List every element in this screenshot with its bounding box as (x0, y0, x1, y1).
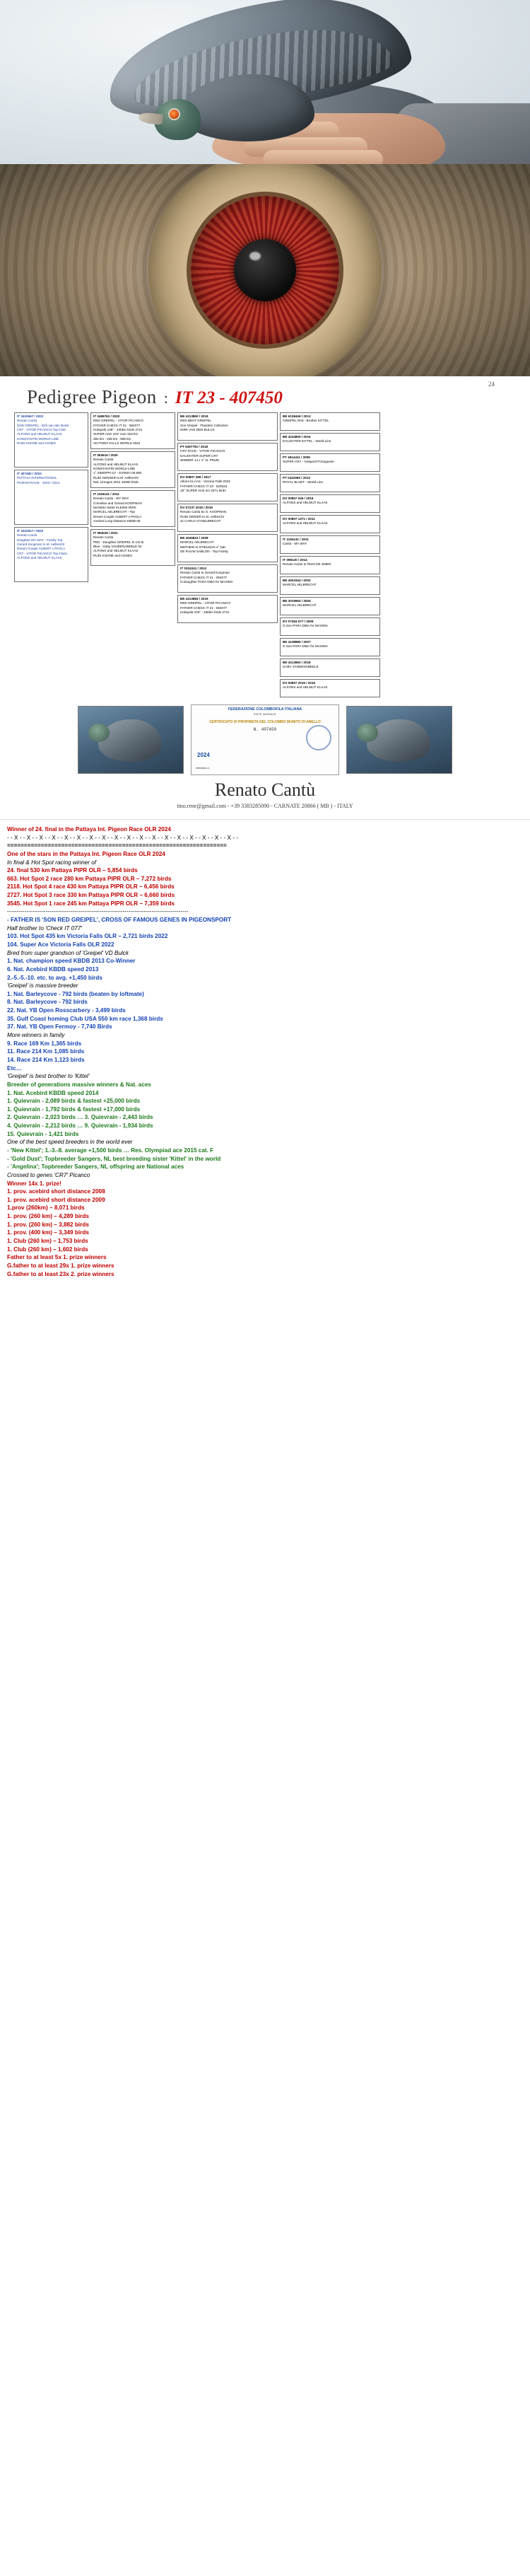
pedigree-box-g4-13 (280, 658, 380, 677)
report-line: Crossed to genes 'CR7' Picanco (7, 1171, 90, 1178)
owner-name: Renato Cantù (214, 779, 316, 800)
certificate-year: 2024 (197, 751, 210, 758)
pedigree-box-line: RED GREIPEL - VITOR PICANCO (180, 601, 230, 605)
federation-ente: ENTE MORALE (254, 712, 276, 716)
pedigree-box-g3-3 (177, 473, 278, 501)
report-line: 4. Quievrain - 2,212 birds … 9. Quievrain - 1,934 birds (7, 1122, 153, 1130)
pedigree-sheet (0, 376, 530, 820)
report-line: 9. Race 169 Km 1,365 birds (7, 1040, 82, 1047)
pedigree-box-line: BE 4234809 / 2016 (283, 435, 311, 439)
pedigree-box-g3-1 (177, 412, 278, 441)
pedigree-box-line: SUPER CR7 - Gaspard Portuguese (283, 460, 334, 464)
report-heading: Winner of 24. final in the Pattaya Int. Pigeon Race OLR 2024 (7, 826, 171, 832)
pedigree-ring-number: IT 23 - 407450 (175, 388, 283, 407)
pedigree-box-line: Axelord Long Distance KBDB 05 (93, 518, 141, 523)
pedigree-box-line: NEPHEW to STIELMAN 4° Nat. (180, 545, 226, 549)
report-line: Etc… (7, 1064, 22, 1072)
pedigree-footer (7, 704, 523, 775)
pedigree-box-sire (14, 412, 88, 468)
pedigree-box-line: MARCEL AELBRECHT - Top (93, 510, 135, 514)
report-line: 6. Nat. Acebird KBDB speed 2013 (7, 965, 99, 973)
report-line: 2. Quievrain - 2,023 birds … 3. Quievrain - 2,443 birds (7, 1114, 153, 1121)
report-line: 1. prov. (260 km) – 3,882 birds (7, 1221, 89, 1228)
report-line: 24. final 530 km Pattaya PIPR OLR – 5,854 birds (7, 867, 138, 874)
pedigree-box-line: G.Daughter PARA DIBA for MAXIMA (180, 579, 233, 584)
pedigree-box-dam (14, 470, 88, 525)
pedigree-box-line: DV 07237 2015 / 2015 (180, 506, 213, 509)
pedigree-box-line: Hotspot5 105" - 430km birds 2721 (93, 427, 143, 431)
pedigree-box-line: DV 00807 046 / 2016 (283, 497, 314, 500)
report-line: 1. prov. (400 km) – 3,349 birds (7, 1229, 89, 1236)
pedigree-box-line: ALFONS and HELMUT KLAAS (17, 555, 62, 559)
pedigree-box-g4-4 (280, 474, 380, 492)
certificate-ring: N. 407450 (253, 727, 277, 732)
pedigree-grid (14, 412, 523, 697)
pedigree-box-line: Gerard Koopman to M. Aelbrecht (17, 542, 65, 546)
pedigree-box-line: FATHER CHECK IT 23 - 522523 (180, 484, 228, 488)
pedigree-box-g4-3 (280, 453, 380, 472)
report-line: G.father to at least 23x 2. prize winners (7, 1270, 114, 1277)
report-line: 1. Nat. Acebird KBDB speed 2014 (7, 1089, 99, 1096)
pedigree-box-line: IT 1522567 / 2022 (17, 414, 44, 418)
pedigree-box-line: CR7 - VITOR PICANCO Top Class (17, 551, 67, 555)
pedigree-box-g2-2 (90, 451, 175, 488)
pedigree-box-line: SUPER ACE 104" sum 318 km (93, 432, 139, 436)
report-line: 37. Nat. YB Open Fermoy - 7,740 Birds (7, 1023, 112, 1031)
certificate-footer: intestato a: (196, 766, 210, 770)
pedigree-box-line: GREIPEL Red - Brother KITTEL (283, 419, 329, 423)
report-line: One of the stars in the Pattaya Int. Pigeon Race OLR 2024 (7, 850, 165, 857)
report-line: More winners in family (7, 1032, 65, 1039)
pedigree-column-generation-3 (177, 412, 278, 623)
report-line: 1. Nat. Barleycove - 792 birds (beaten by loftmate) (7, 990, 144, 997)
pedigree-box-line: Renato Cantù (93, 458, 114, 462)
report-line: 1. prov. acebird short distance 2008 (7, 1188, 105, 1195)
pedigree-box-line: 18° SUPER ACE sm 2271 birds (180, 488, 226, 492)
pedigree-box-line: MARCEL AELBRECHT (283, 603, 317, 608)
pedigree-box-line: Blue - Gaby VANDENABEELE for (93, 544, 142, 548)
pedigree-box-line: DV 00807 286 / 2017 (180, 475, 211, 479)
pedigree-box-line: BE 4213860 / 2018 (283, 661, 311, 664)
pedigree-box-line: RUDI DENIER to M. Aelbrecht (180, 514, 224, 518)
report-line: ---------------------------------------------------------------------------------------------- (7, 908, 189, 915)
pedigree-title-colon: : (163, 389, 168, 407)
report-line: 35. Gulf Coast homing Club USA 550 km race 1,368 birds (7, 1015, 163, 1022)
pedigree-box-line: ALFONS and HELMUT KLAAS (283, 501, 328, 505)
pedigree-box-line: RED BEST GREIPEL (180, 419, 212, 423)
pedigree-box-g4-1 (280, 412, 380, 431)
report-line: 8. Nat. Barleycove - 792 birds (7, 999, 88, 1006)
pedigree-box-line: Renato Cantù (17, 533, 37, 538)
pedigree-box-g3-5 (177, 534, 278, 562)
pedigree-box-line: MARCEL AELBRECHT (180, 540, 214, 545)
pedigree-box-line: DIRK VAN DEN BULCK (180, 427, 215, 431)
report-line: G.father to at least 29x 1. prize winners (7, 1262, 114, 1269)
report-line: 'Greipel' is best brother to 'Kittel' (7, 1073, 90, 1080)
report-line: - 'New Kittel'; 1.-3.-8. average +1,500 birds … Res. Olympiad ace 2015 cat. F (7, 1147, 214, 1154)
pedigree-box-line: DV 07364 677 / 2009 (283, 620, 314, 623)
pedigree-box-line: CR7 - VITOR PICANCO Top Club (17, 427, 66, 431)
ownership-certificate (191, 704, 339, 775)
pedigree-box-line: FATHER CHECK IT 21 - 094077 (180, 575, 228, 579)
report-line: In final & Hot Spot racing winner of (7, 859, 97, 866)
report-line: 103. Hot Spot 435 km Victoria Falls OLR – 2,721 birds 2022 (7, 933, 168, 940)
pigeon-eye (170, 110, 179, 119)
pedigree-box-line: KONSTANTIN WORLD LINE (93, 466, 136, 470)
pedigree-box-line: Renato Cantù (93, 535, 114, 540)
pedigree-box-line: FATHER CHECK IT 21 - 084077 (93, 423, 141, 427)
report-divider-small: - - X - - X - - X - - X - - X - - X - - X - - X - - X - - X - - X - - X - - X - - X - - X - - X - - X - - X - - (7, 834, 239, 841)
pedigree-box-line: ALFONS and HELMUT KLAAS (283, 685, 328, 690)
report-line: 15. Quievrain - 1,421 birds (7, 1130, 79, 1137)
certificate-title: CERTIFICATO DI PROPRIETA DEL COLOMBO MUNITO DI ANELLO (209, 720, 321, 724)
finger (263, 150, 383, 164)
report-line: 22. Nat. YB Open Rosscarbery - 3,499 birds (7, 1007, 126, 1014)
pedigree-box-line: BE 4138885 / 2007 (283, 640, 311, 644)
page-number: 24 (488, 381, 495, 388)
pedigree-box-dam-2 (14, 527, 88, 582)
pedigree-box-line: DE RAUW SABLON - Top Family (180, 549, 228, 553)
pedigree-box-line: PT 4614411 / 2009 (283, 456, 310, 459)
pedigree-box-line: Renato Cantù to Gerard Koopman (180, 571, 230, 575)
pedigree-box-g3-6 (177, 564, 278, 593)
report-line: Winner 14x 1. prize! (7, 1180, 61, 1187)
pigeon-photo-left (78, 706, 184, 774)
pedigree-box-line: RED GREIPEL - VITOR PICANCO (93, 419, 143, 423)
report-line: 1. Nat. champion speed KBDB 2013 Co-Winner (7, 958, 136, 965)
pedigree-box-line: IT 407450 / 2023 (17, 472, 42, 475)
pedigree-title (7, 386, 523, 408)
report-line: One of the best speed breeders in the world ever (7, 1139, 133, 1146)
pedigree-box-line: IT 0486762 / 2020 (93, 414, 120, 418)
pedigree-box-g4-7 (280, 535, 380, 554)
pedigree-box-g4-10 (280, 597, 380, 615)
pedigree-box-line: G.Son PARA DIBA for MAXIMA (283, 624, 328, 628)
report-body (7, 850, 523, 1278)
report-line: - FATHER IS 'SON RED GREIPEL', CROSS OF FAMOUS GENES IN PIGEONSPORT (7, 917, 232, 924)
pedigree-box-line: PED - Daughter GREIPEL D.V.D.B. (93, 540, 145, 544)
report-line: 11. Race 214 Km 1,085 birds (7, 1048, 85, 1055)
report-line: 1. Quievrain - 2,089 birds & fastest +25,000 birds (7, 1098, 141, 1105)
pedigree-box-line: IT 0324241 / 2012 (180, 567, 207, 570)
pedigree-box-g2-3 (90, 490, 175, 527)
report-line: 'Greipel' is massive breeder (7, 982, 78, 990)
pedigree-box-line: Renato Cantù (17, 419, 37, 423)
pedigree-box-line: CR7 RACE - VITOR PICANCO (180, 449, 225, 453)
federation-stamp-icon (306, 725, 331, 750)
pigeon-on-hand-photo (0, 0, 530, 164)
federation-name: FEDERAZIONE COLOMBOFILA ITALIANA (228, 707, 302, 712)
pedigree-box-line: 2x CARLO GYSELBRECHT (180, 518, 221, 523)
pedigree-box-line: MAXIMA Sister KLEINE DIRK (93, 505, 136, 509)
pedigree-column-generation-1 (14, 412, 88, 582)
pedigree-box-g4-2 (280, 433, 380, 451)
report-line: 2.-5.-5.-10. etc. to avg. +1,450 birds (7, 974, 102, 981)
report-line: 1. Quievrain - 1,792 birds & fastest +17,000 birds (7, 1106, 141, 1113)
pedigree-box-line: ALFONS and HELMUT KLAAS (17, 432, 62, 436)
report-line: 104. Super Ace Victoria Falls OLR 2022 (7, 941, 114, 948)
pedigree-box-g2-4 (90, 529, 175, 566)
pedigree-box-g4-5 (280, 494, 380, 513)
pedigree-box-line: Cornelius and Gerard KOOPMAN (93, 501, 142, 505)
report-line: 2118. Hot Spot 4 race 430 km Pattaya PIPR OLR – 6,456 birds (7, 883, 175, 890)
report-line: 1.prov (260km) – 8,071 birds (7, 1205, 85, 1212)
pedigree-box-line: PT 5367792 / 2018 (180, 445, 208, 448)
pedigree-box-line: IT 063615 / 2020 (93, 453, 118, 457)
pedigree-box-line: BE 4003344 / 2002 (283, 579, 311, 582)
pedigree-box-line: RUDI KOHNE and AGNES (17, 441, 56, 445)
pedigree-box-line: WINNER 14 x 1° st. PRIZE (180, 458, 220, 462)
report-line: 1. prov. (260 km) – 4,289 birds (7, 1213, 89, 1220)
pedigree-box-g2-1 (90, 412, 175, 449)
pedigree-box-g3-4 (177, 504, 278, 532)
pupil (234, 239, 296, 301)
report-divider-equals: ================================================================= (7, 842, 227, 849)
pedigree-box-line: G.Son PARA DIBA for MAXIMA (283, 644, 328, 649)
pedigree-box-line: ALFONS and HELMUT KLAAS (93, 462, 139, 466)
pigeon-eye-macro-photo (0, 164, 530, 376)
pedigree-box-line: BE 4213860 / 2018 (180, 414, 208, 418)
pedigree-box-line: IT 098120 / 2014 (283, 558, 307, 562)
pedigree-box-line: BE 4213884 / 2019 (180, 597, 208, 601)
pedigree-box-line: ALFONS and HELMUT KLAAS (283, 521, 328, 526)
pedigree-box-line: IT 1522517 / 2022 (17, 529, 44, 533)
pedigree-box-line: PT 0422960 / 2012 (283, 476, 311, 480)
report-line: - 'Gold Dust'; Topbreeder Sangers, NL best breeding sister 'Kittel' in the world (7, 1155, 221, 1162)
pedigree-box-g3-7 (177, 595, 278, 623)
pedigree-box-line: DAUGHTER SUPER CR7 (180, 453, 218, 458)
report-line: 1. Club (260 km) – 1,753 birds (7, 1238, 88, 1245)
pedigree-box-g4-11 (280, 617, 380, 636)
pedigree-box-g4-9 (280, 576, 380, 595)
pedigree-box-g4-12 (280, 638, 380, 656)
pedigree-box-g4-6 (280, 515, 380, 533)
report-line: Father to at least 5x 1. prize winners (7, 1254, 107, 1261)
pedigree-title-label: Pedigree Pigeon (27, 386, 157, 407)
owner-contact: tino.rene@gmail.com - +39 3383285090 - CARNATE 20866 ( MB ) - ITALY (177, 803, 353, 809)
pedigree-box-line: Dream Couple ALBERT x PAOLA (93, 514, 142, 518)
pedigree-box-line: DV 00807 1371 / 2011 (283, 517, 315, 521)
report-line: 663. Hot Spot 2 race 280 km Pattaya PIPR OLR – 7,272 birds (7, 875, 172, 882)
pedigree-column-generation-4 (280, 412, 380, 697)
report-line: - 'Angelina'; Topbreeder Sangers, NL offspring are National aces (7, 1164, 184, 1171)
report-line: 2727. Hot Spot 3 race 330 km Pattaya PIPR OLR – 6,660 birds (7, 892, 175, 899)
report-line: 1. Club (260 km) – 1,602 birds (7, 1246, 88, 1253)
pedigree-box-line: ROYAL BLUET - World Line (283, 480, 324, 485)
report-line: 1. prov. acebird short distance 2009 (7, 1196, 105, 1203)
pedigree-box-line: 382 km - 435 km - 596 km (93, 436, 131, 441)
pedigree-box-line: GABY VANDENABEELE (283, 665, 319, 669)
pedigree-box-line: BE 6138449 / 2013 (283, 414, 311, 418)
pedigree-box-line: RUDI KOHNE and AGNES (93, 553, 132, 557)
pedigree-box-line: Hotspot6 103" - 456km birds 2721 (180, 610, 230, 614)
pedigree-box-line: FATHER CHECK IT 21 - 084077 (180, 605, 228, 610)
pedigree-box-line: Alfons KLAAS - Victoria Falls 2023 (180, 480, 230, 484)
report-line: 3545. Hot Spot 1 race 245 km Pattaya PIPR OLR – 7,359 birds (7, 900, 175, 907)
pedigree-box-line: SON GREIPEL - Dirk van den Bulck (17, 423, 69, 427)
pedigree-box-line: Son Greipel - Flanders Collection (180, 423, 228, 427)
pedigree-box-line: Renato Cantù to RUDI DE SMER (283, 562, 331, 567)
pedigree-box-g3-2 (177, 443, 278, 471)
pedigree-box-line: DAUGHTER KITTEL - World Line (283, 439, 331, 443)
pedigree-box-line: PATTAYA INTERNATIONAL (17, 476, 57, 480)
pedigree-box-line: Dream Couple ALBERT x PAOLA (17, 547, 66, 551)
pedigree-box-line: RUDI GENSER to M. Aelbrecht (93, 475, 139, 480)
pedigree-box-line: BE 4046823 / 2008 (180, 536, 208, 540)
pedigree-box-g4-8 (280, 556, 380, 574)
pedigree-box-line: BE 4019964 / 2004 (283, 599, 311, 603)
pedigree-box-line: Daughter MY WAY - Family Top (17, 538, 63, 542)
report-line: Breeder of generations massive winners & Nat. aces (7, 1081, 151, 1088)
report-line: 14. Race 214 Km 1,123 birds (7, 1056, 85, 1063)
report-line: Bred from super grandson of 'Greipel' VD Bulck (7, 949, 129, 956)
pedigree-box-line: KONSTANTIN WORLD LINE (17, 436, 59, 441)
pedigree-box-line: VICTORIA FALLS WORLD 2022 (93, 441, 141, 445)
report-line: Half brother to 'Check IT 077' (7, 924, 82, 932)
pedigree-box-line: PIGEON RACE · 2023 / 2024 (17, 480, 60, 485)
pedigree-box-line: Cantù - MY WAY (283, 542, 307, 546)
pedigree-box-g4-14 (280, 679, 380, 697)
pedigree-box-line: IT 1194141 / 2011 (283, 538, 309, 541)
pedigree-box-line: Renato Cantù - MY WAY (93, 497, 129, 501)
pedigree-box-line: IT 1194141 / 2011 (93, 492, 119, 496)
pedigree-box-line: 1° SIMOPPI G7 - DV0507.06.880 (93, 471, 142, 475)
pedigree-column-generation-2 (90, 412, 175, 566)
pedigree-box-line: MARCEL AELBRECHT (283, 583, 317, 587)
pedigree-box-line: Nat. Limoges 2014 18360 birds (93, 480, 139, 484)
pedigree-box-line: ALFONS and HELMUT KLAAS (93, 549, 139, 553)
race-report (0, 820, 530, 1295)
pedigree-box-line: DV 00807 2015 / 2015 (283, 681, 315, 685)
eye-highlight (249, 252, 261, 260)
pigeon-photo-right (346, 706, 452, 774)
pedigree-box-line: IT 084025 / 2021 (93, 531, 118, 535)
pedigree-box-line: Renato Cantù 5x G. KOOPMAN (180, 510, 227, 514)
